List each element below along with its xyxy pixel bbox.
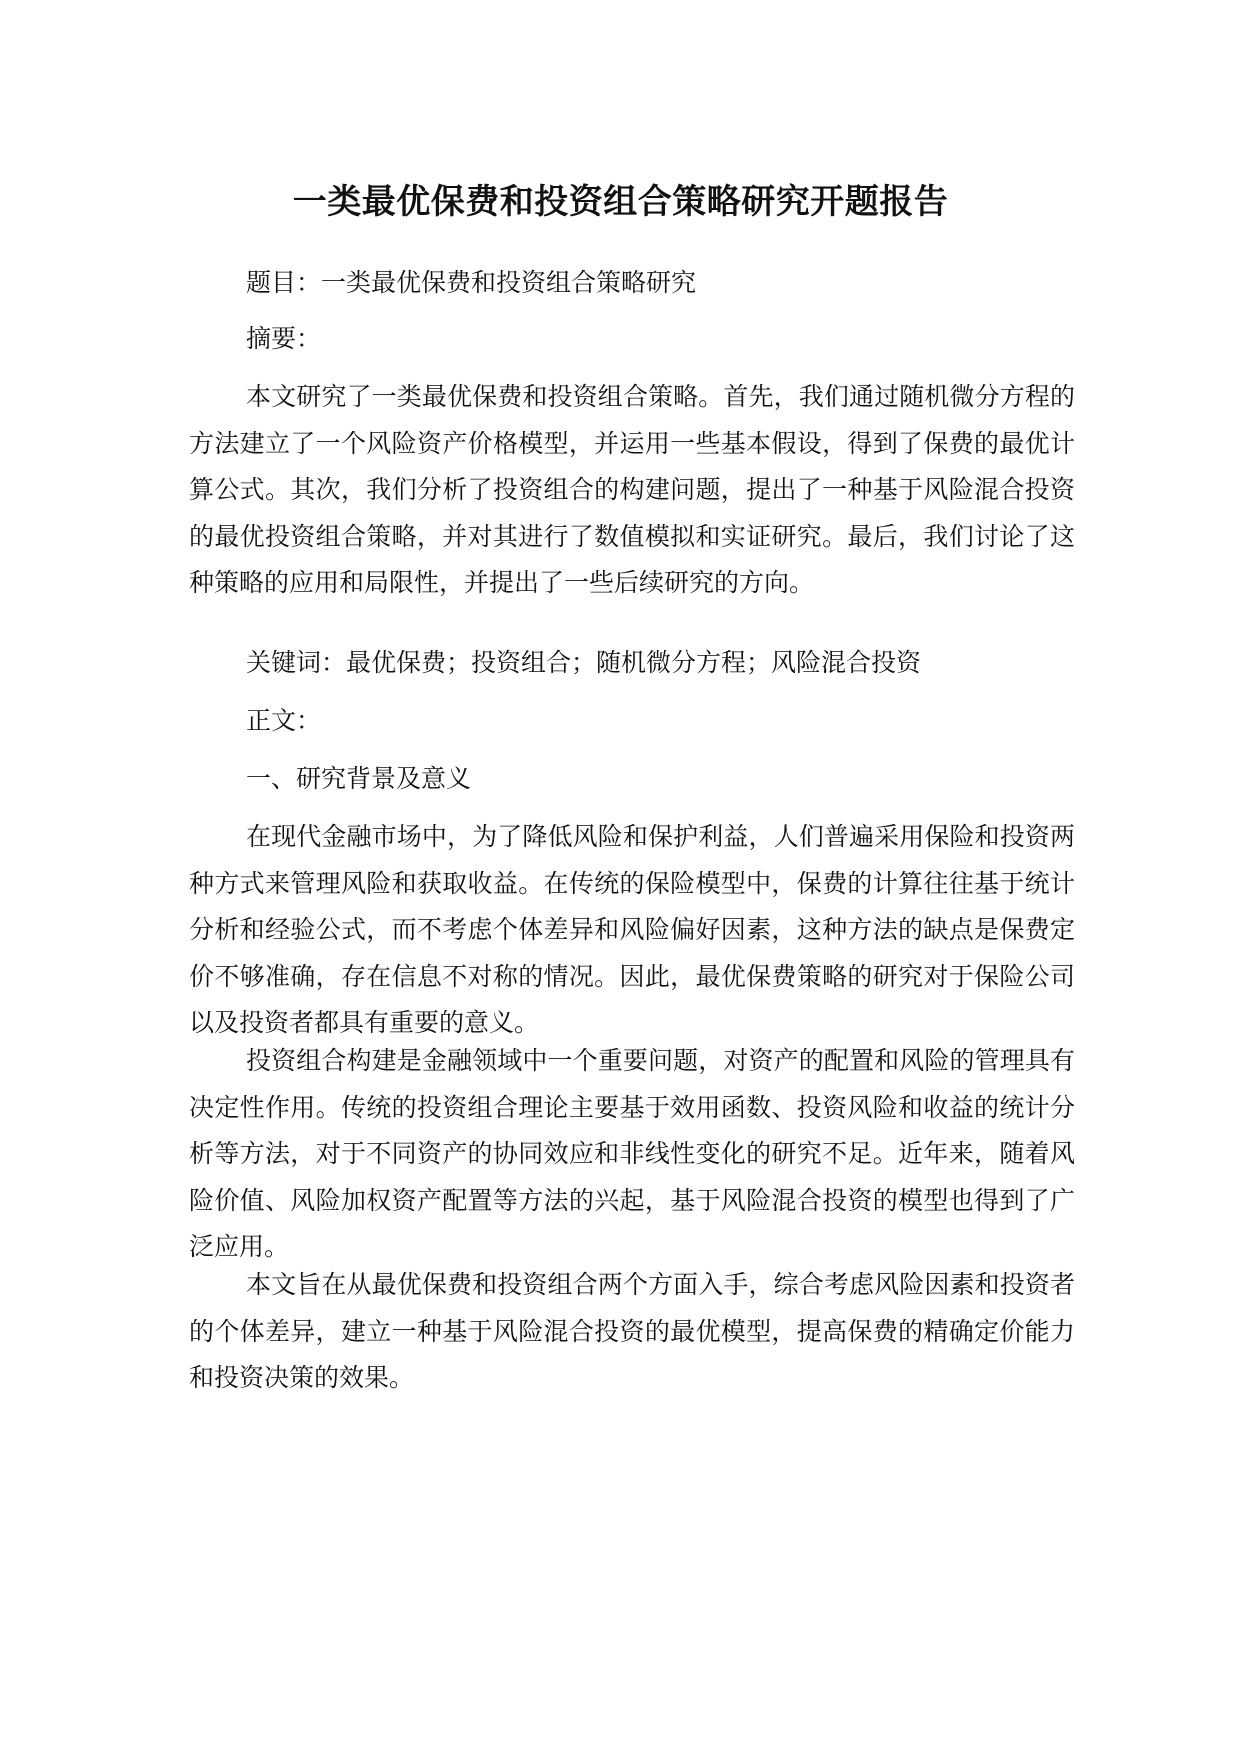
topic-line: 题目：一类最优保费和投资组合策略研究 [246,268,697,297]
abstract-paragraph: 本文研究了一类最优保费和投资组合策略。首先，我们通过随机微分方程的方法建立了一个风险资产价格模型，并运用一些基本假设，得到了保费的最优计算公式。其次，我们分析了投资组合的构建问题，提出了一种基于风险混合投资的最优投资组合策略，并对其进行了数值模拟和实证研究。最后，我们讨论了这种策略的应用和局限性，并提出了一些后续研究的方向。 [189,382,1075,597]
section-heading: 一、研究背景及意义 [246,764,472,793]
abstract-label: 摘要： [246,324,322,353]
keywords-line: 关键词：最优保费；投资组合；随机微分方程；风险混合投资 [246,648,922,677]
body-paragraph: 投资组合构建是金融领域中一个重要问题，对资产的配置和风险的管理具有决定性作用。传统的投资组合理论主要基于效用函数、投资风险和收益的统计分析等方法，对于不同资产的协同效应和非线性变化的研究不足。近年来，随着风险价值、风险加权资产配置等方法的兴起，基于风险混合投资的模型也得到了广泛应用。 [189,1046,1075,1261]
body-paragraph: 本文旨在从最优保费和投资组合两个方面入手，综合考虑风险因素和投资者的个体差异，建立一种基于风险混合投资的最优模型，提高保费的精确定价能力和投资决策的效果。 [189,1270,1075,1392]
main-text-label: 正文： [246,706,322,735]
body-paragraph: 在现代金融市场中，为了降低风险和保护利益，人们普遍采用保险和投资两种方式来管理风险和获取收益。在传统的保险模型中，保费的计算往往基于统计分析和经验公式，而不考虑个体差异和风险偏好因素，这种方法的缺点是保费定价不够准确，存在信息不对称的情况。因此，最优保费策略的研究对于保险公司以及投资者都具有重要的意义。 [189,822,1075,1037]
document-title: 一类最优保费和投资组合策略研究开题报告 [292,182,949,222]
